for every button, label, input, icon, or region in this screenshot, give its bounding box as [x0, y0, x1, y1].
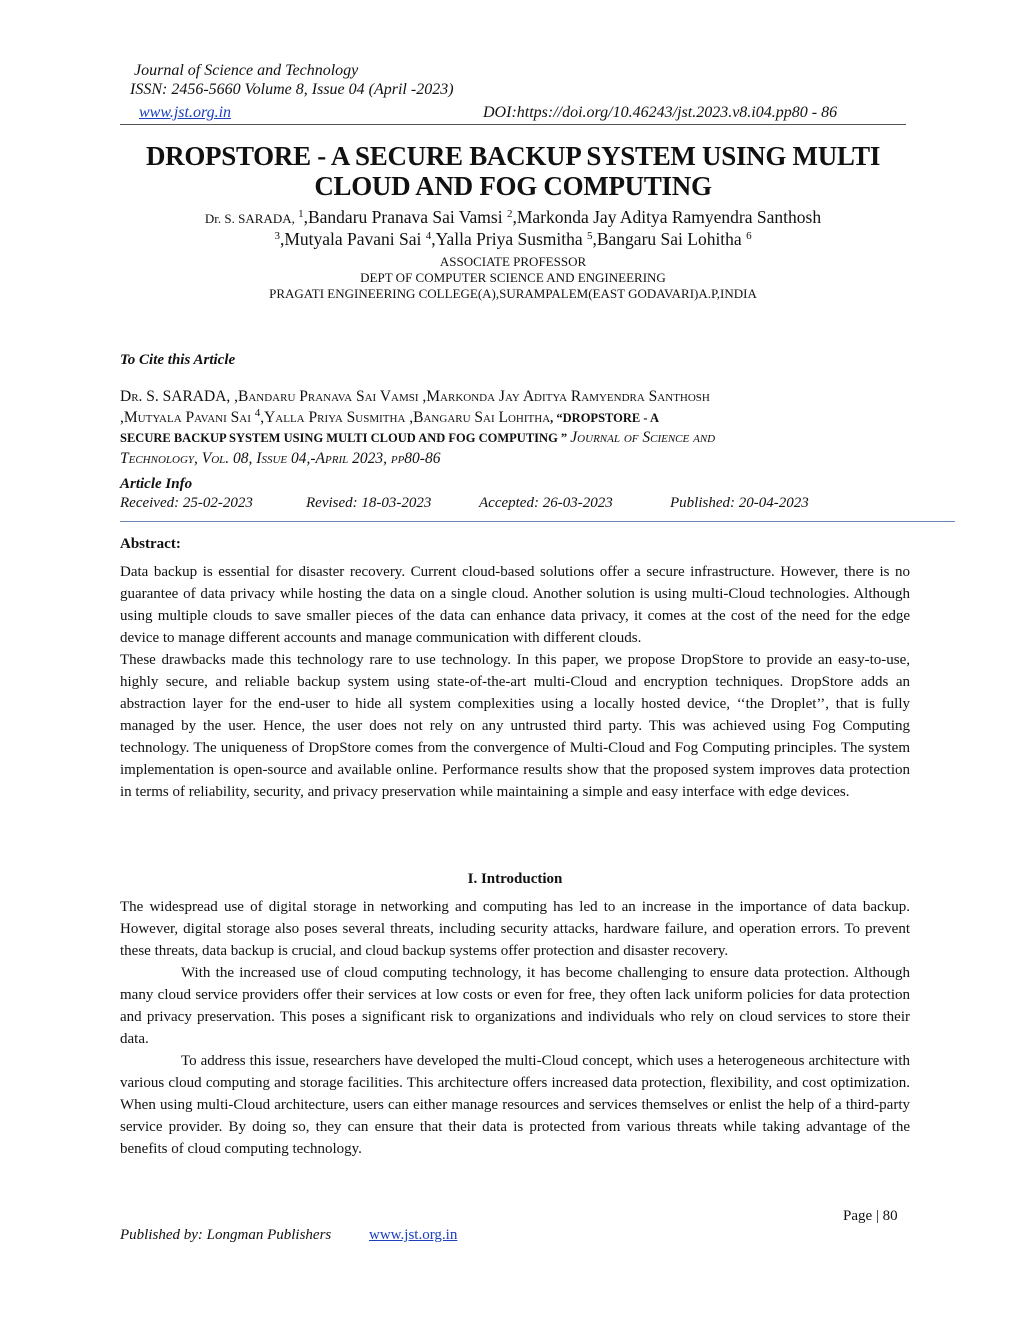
affiliation-college: PRAGATI ENGINEERING COLLEGE(A),SURAMPALEM(EAST GODAVARI)A.P,INDIA: [269, 286, 757, 301]
date-revised: Revised: 18-03-2023: [306, 495, 432, 511]
journal-name: Journal of Science and Technology: [134, 62, 359, 79]
citation-block: [120, 387, 910, 469]
article-dates: [120, 495, 910, 515]
paper-title: [100, 141, 926, 201]
author-6: ,Bangaru Sai Lohitha: [592, 229, 747, 249]
author-6-sup: 6: [746, 230, 752, 242]
abstract-heading: Abstract:: [120, 536, 181, 552]
affiliation-dept: DEPT OF COMPUTER SCIENCE AND ENGINEERING: [360, 270, 666, 285]
intro-paragraph-1: The widespread use of digital storage in networking and computing has led to an increase in the importance of data backup. However, digital storage also poses several threats, including security attacks, hardware failure, and operation errors. To prevent these threats, data backup is crucial, and cloud backup systems offer protection and disaster recovery.: [120, 899, 910, 959]
citation-line-3: [120, 428, 910, 449]
article-info-rule: [120, 521, 955, 522]
affiliation: [110, 254, 916, 302]
citation-authors-5-6: ,Yalla Priya Susmitha ,Bangaru Sai Lohitha: [260, 408, 551, 426]
date-published: Published: 20-04-2023: [670, 495, 809, 511]
paper-title-line1: DROPSTORE - A SECURE BACKUP SYSTEM USING MULTI: [145, 141, 881, 171]
journal-doi: DOI:https://doi.org/10.46243/jst.2023.v8.i04.pp80 - 86: [483, 104, 838, 121]
journal-issn: ISSN: 2456-5660 Volume 8, Issue 04 (April -2023): [130, 81, 454, 98]
abstract-paragraph-2: These drawbacks made this technology rare to use technology. In this paper, we propose DropStore to provide an easy-to-use, highly secure, and reliable backup system using state-of-the-art multi-Cloud and encryption techniques. DropStore adds an abstraction layer for the end-user to hide all system complexities using a locally hosted device, ‘‘the Droplet’’, that is fully managed by the user. Hence, the user does not rely on any untrusted third party. This was achieved using Fog Computing technology. The uniqueness of DropStore comes from the convergence of Multi-Cloud and Fog Computing principles. The system implementation is open-source and available online. Performance results show that the proposed system improves data protection in terms of reliability, security, and privacy preservation while maintaining a simple and easy interface with edge devices.: [120, 652, 910, 800]
article-info-heading: Article Info: [120, 476, 193, 492]
introduction-heading: I. Introduction: [467, 871, 563, 887]
author-4: ,Mutyala Pavani Sai: [279, 229, 426, 249]
cite-heading: To Cite this Article: [120, 352, 236, 368]
author-1: Dr. S. SARADA,: [204, 211, 299, 226]
footer-website-link[interactable]: www.jst.org.in: [369, 1227, 458, 1243]
intro-paragraph-2: With the increased use of cloud computing technology, it has become challenging to ensure data protection. Although many cloud service providers offer their services at low costs or even for free, they often lack uniform policies for data protection and privacy preservation. This poses a significant risk to organizations and individuals who rely on cloud services to store their data.: [120, 965, 910, 1047]
journal-website-link[interactable]: www.jst.org.in: [139, 104, 232, 121]
citation-title-rest: SECURE BACKUP SYSTEM USING MULTI CLOUD AND FOG COMPUTING ”: [120, 431, 571, 445]
page-number: Page | 80: [843, 1208, 898, 1224]
citation-journal: Journal of Science and: [570, 429, 716, 446]
author-5-sup: 5: [586, 230, 593, 242]
date-received: Received: 25-02-2023: [120, 495, 253, 511]
date-accepted: Accepted: 26-03-2023: [479, 495, 613, 511]
introduction-body: [120, 896, 910, 1160]
author-4-sup: 4: [425, 230, 432, 242]
citation-line-4: Technology, Vol. 08, Issue 04,-April 2023, pp80-86: [120, 449, 441, 467]
author-list: [110, 207, 916, 250]
author-5: ,Yalla Priya Susmitha: [431, 229, 587, 249]
intro-paragraph-3: To address this issue, researchers have developed the multi-Cloud concept, which uses a heterogeneous architecture with various cloud computing and storage facilities. This architecture offers increased data protection, flexibility, and cost optimization. When using multi-Cloud architecture, users can either manage resources and services themselves or enlist the help of a third-party service provider. By doing so, they can ensure that their data is protected from various threats while taking advantage of the benefits of cloud computing technology.: [120, 1053, 910, 1157]
author-1-sup: 1: [298, 208, 304, 220]
footer-publisher: Published by: Longman Publishers: [120, 1227, 332, 1243]
author-2-sup: 2: [506, 208, 513, 220]
author-2: ,Bandaru Pranava Sai Vamsi: [303, 207, 507, 227]
abstract-paragraph-1: Data backup is essential for disaster recovery. Current cloud-based solutions offer a secure infrastructure. However, there is no guarantee of data privacy while hosting the data on a single cloud. Another solution is using multi-Cloud technologies. Although using multiple clouds to save smaller pieces of the data can enhance data privacy, it comes at the cost of the need for the edge device to manage different accounts and manage communication with different clouds.: [120, 564, 910, 646]
affiliation-role: ASSOCIATE PROFESSOR: [439, 254, 587, 269]
citation-line-2: [120, 408, 910, 429]
citation-title-start: , “DROPSTORE - A: [550, 410, 659, 425]
citation-line-1: Dr. S. SARADA, ,Bandaru Pranava Sai Vamsi ,Markonda Jay Aditya Ramyendra Santhosh: [120, 388, 710, 405]
author-3-sup: 3: [274, 230, 280, 242]
citation-author-4: ,Mutyala Pavani Sai: [120, 408, 255, 426]
citation-sup: 4: [254, 406, 261, 419]
paper-title-line2: CLOUD AND FOG COMPUTING: [314, 171, 712, 201]
abstract-body: [120, 561, 910, 803]
author-3: ,Markonda Jay Aditya Ramyendra Santhosh: [512, 207, 822, 227]
header-rule: [120, 124, 906, 125]
